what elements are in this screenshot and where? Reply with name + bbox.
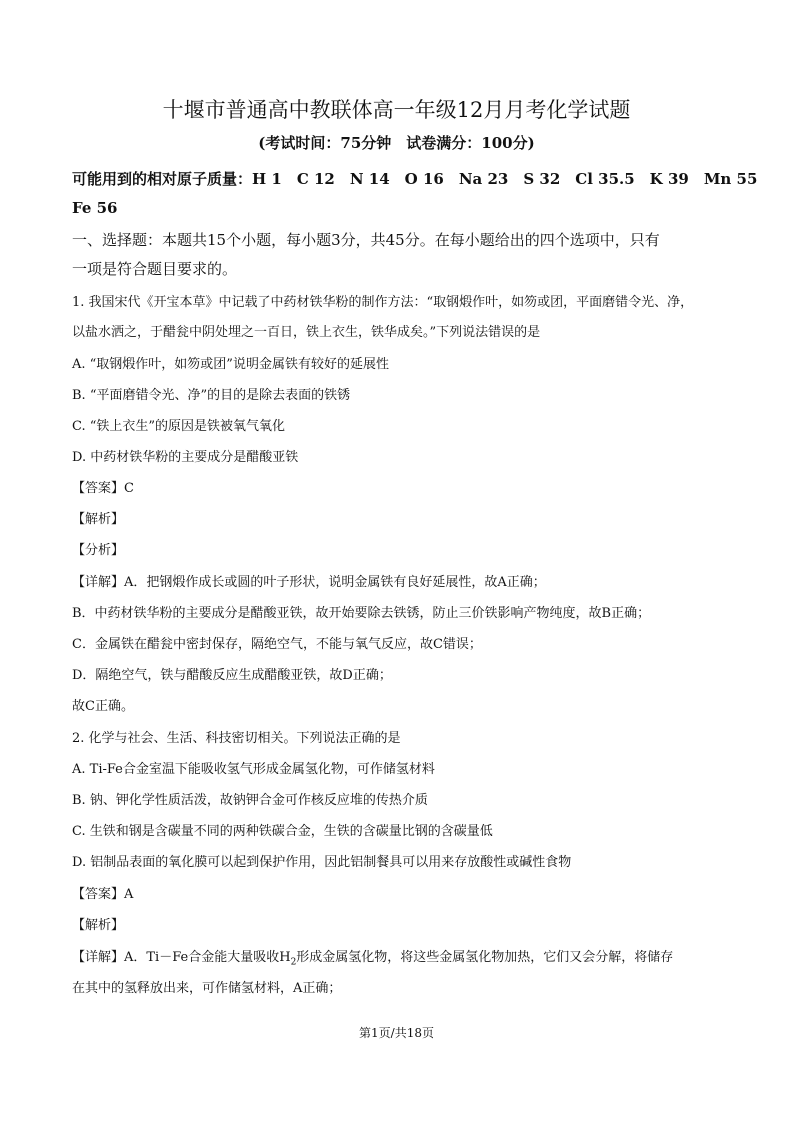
explanation-text: 【详解】A．Ti－Fe合金能大量吸收H (72, 950, 291, 965)
explanation-line: 在其中的氢释放出来，可作储氢材料，A正确； (72, 981, 342, 996)
page-title: 十堰市普通高中教联体高一年级12月月考化学试题 (162, 98, 631, 122)
subscript: 2 (290, 957, 297, 968)
fenxi-label: 【分析】 (72, 543, 125, 558)
exam-info: (考试时间：75分钟 试卷满分：100分) (258, 134, 535, 152)
analysis-label: 【解析】 (72, 512, 125, 527)
question-option: D. 中药材铁华粉的主要成分是醋酸亚铁 (72, 450, 299, 465)
question-stem: 1. 我国宋代《开宝本草》中记载了中药材铁华粉的制作方法：“取钢煅作叶，如笏或团，平面磨错令光、净， (72, 295, 694, 310)
answer-label: 【答案】A (72, 887, 134, 902)
explanation-line: C．金属铁在醋瓮中密封保存，隔绝空气，不能与氧气反应，故C错误； (72, 637, 482, 652)
atomic-masses-line: Fe 56 (72, 199, 118, 217)
question-option: A. Ti-Fe合金室温下能吸收氢气形成金属氢化物，可作储氢材料 (72, 762, 435, 777)
explanation-line (72, 948, 673, 968)
explanation-line: D．隔绝空气，铁与醋酸反应生成醋酸亚铁，故D正确； (72, 668, 392, 683)
answer-label: 【答案】C (72, 481, 134, 496)
question-option: C. “铁上衣生”的原因是铁被氧气氧化 (72, 419, 286, 434)
question-option: C. 生铁和钢是含碳量不同的两种铁碳合金，生铁的含碳量比钢的含碳量低 (72, 824, 493, 839)
analysis-label: 【解析】 (72, 918, 125, 933)
page-footer: 第1页/共18页 (359, 1026, 434, 1040)
question-option: A. “取钢煅作叶，如笏或团”说明金属铁有较好的延展性 (72, 357, 389, 372)
question-option: D. 铝制品表面的氧化膜可以起到保护作用，因此铝制餐具可以用来存放酸性或碱性食物 (72, 855, 572, 870)
question-stem: 2. 化学与社会、生活、科技密切相关。下列说法正确的是 (72, 731, 401, 746)
explanation-line: 【详解】A．把钢煅作成长或圆的叶子形状，说明金属铁有良好延展性，故A正确； (72, 575, 546, 590)
question-option: B. 钠、钾化学性质活泼，故钠钾合金可作核反应堆的传热介质 (72, 793, 428, 808)
atomic-masses-line: 可能用到的相对原子质量：H 1 C 12 N 14 O 16 Na 23 S 32 Cl 35.5 K 39 Mn 55 (72, 170, 758, 188)
explanation-text: 形成金属氢化物，将这些金属氢化物加热，它们又会分解，将储存 (296, 950, 674, 965)
conclusion-line: 故C正确。 (72, 699, 134, 714)
question-option: B. “平面磨错令光、净”的目的是除去表面的铁锈 (72, 388, 351, 403)
question-stem: 以盐水洒之，于醋瓮中阴处埋之一百日，铁上衣生，铁华成矣。”下列说法错误的是 (72, 325, 541, 340)
section-heading: 一项是符合题目要求的。 (72, 260, 238, 278)
section-heading: 一、选择题：本题共15个小题，每小题3分，共45分。在每小题给出的四个选项中，只有 (72, 231, 660, 249)
explanation-line: B．中药材铁华粉的主要成分是醋酸亚铁，故开始要除去铁锈，防止三价铁影响产物纯度，故B正确； (72, 606, 651, 621)
